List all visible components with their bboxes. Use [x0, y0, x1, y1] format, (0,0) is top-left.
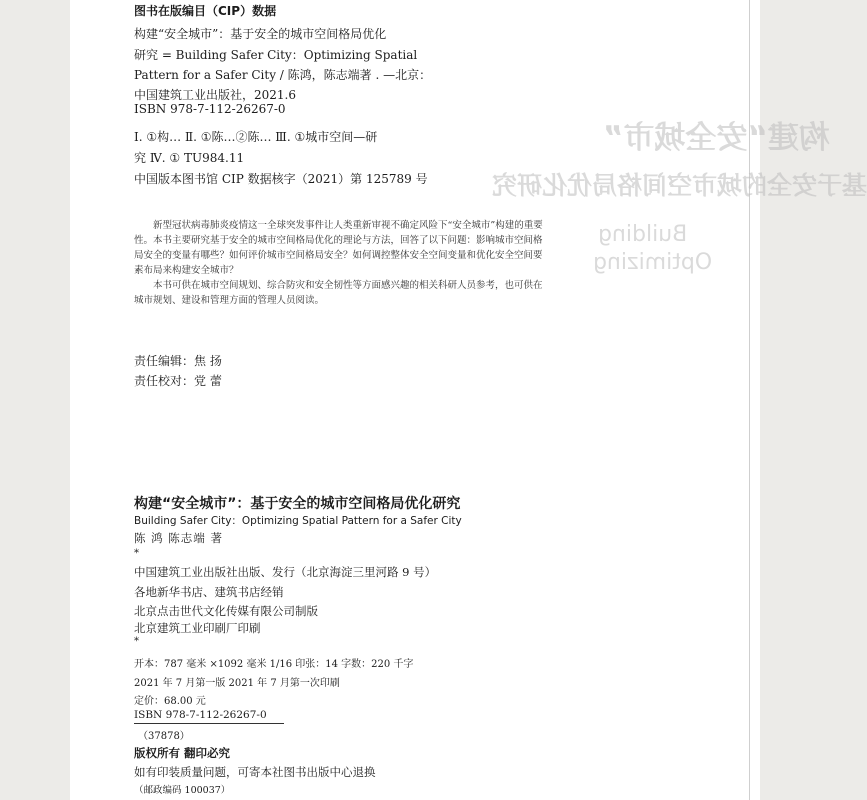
showthrough-title: 构建“安全城市” [603, 120, 830, 156]
cip-line: Pattern for a Safer City / 陈鸿，陈志端著 . —北京： [134, 68, 432, 82]
refund-notice: 如有印装质量问题，可寄本社图书出版中心退换 [134, 765, 376, 779]
cip-line: 中国建筑工业出版社，2021.6 [134, 88, 296, 102]
price-line: 定价：68.00 元 [134, 696, 206, 707]
colophon-title: 构建“安全城市”：基于安全的城市空间格局优化研究 [134, 496, 461, 512]
editor-credit: 责任编辑：焦 扬 [134, 354, 222, 368]
cip-classification: 究 Ⅳ. ① TU984.11 [134, 151, 245, 165]
colophon-isbn: ISBN 978-7-112-26267-0 [134, 709, 267, 721]
cip-check-number: 中国版本图书馆 CIP 数据核字（2021）第 125789 号 [134, 172, 428, 186]
showthrough-subtitle: 基于安全的城市空间格局优化研究 [492, 171, 867, 200]
publisher-line: 中国建筑工业出版社出版、发行（北京海淀三里河路 9 号） [134, 565, 437, 579]
cip-line: 构建“安全城市”：基于安全的城市空间格局优化 [134, 27, 387, 41]
isbn-underline [134, 723, 284, 724]
cip-heading: 图书在版编目（CIP）数据 [134, 4, 277, 18]
showthrough-english-1: Building [598, 222, 688, 247]
abstract-paragraph: 本书可供在城市空间规划、综合防灾和安全韧性等方面感兴趣的相关科研人员参考，也可供在城市规划、建设和管理方面的管理人员阅读。 [134, 280, 543, 306]
separator-star: * [134, 636, 139, 647]
abstract-paragraph: 新型冠状病毒肺炎疫情这一全球突发事件让人类重新审视不确定风险下“安全城市”构建的重要性。本书主要研究基于安全的城市空间格局优化的理论与方法，回答了以下问题：影响城市空间格局安全的变量有哪些？如何评价城市空间格局安全？如何调控整体安全空间变量和优化安全空间要素布局来构建安全城市？ [134, 220, 543, 276]
cip-line: 研究 = Building Safer City：Optimizing Spatial [134, 48, 418, 62]
printer-line: 北京建筑工业印刷厂印刷 [134, 621, 261, 635]
abstract [134, 218, 546, 308]
cip-classification: Ⅰ. ①构… Ⅱ. ①陈…②陈… Ⅲ. ①城市空间—研 [134, 130, 378, 144]
edition-line: 2021 年 7 月第一版 2021 年 7 月第一次印刷 [134, 678, 340, 689]
separator-star: * [134, 548, 139, 559]
proofreader-credit: 责任校对：党 蕾 [134, 374, 222, 388]
format-line: 开本：787 毫米 ×1092 毫米 1/16 印张：14 字数：220 千字 [134, 659, 414, 670]
rights-notice: 版权所有 翻印必究 [134, 746, 231, 760]
colophon-english-title: Building Safer City：Optimizing Spatial Pattern for a Safer City [134, 515, 462, 527]
book-code: （37878） [138, 731, 190, 742]
colophon-authors: 陈 鸿 陈志端 著 [134, 531, 223, 545]
cip-isbn: ISBN 978-7-112-26267-0 [134, 102, 286, 116]
postcode: （邮政编码 100037） [134, 785, 231, 796]
showthrough-english-2: Optimizing [593, 250, 713, 275]
distributor-line: 各地新华书店、建筑书店经销 [134, 585, 284, 599]
typesetter-line: 北京点击世代文化传媒有限公司制版 [134, 604, 318, 618]
